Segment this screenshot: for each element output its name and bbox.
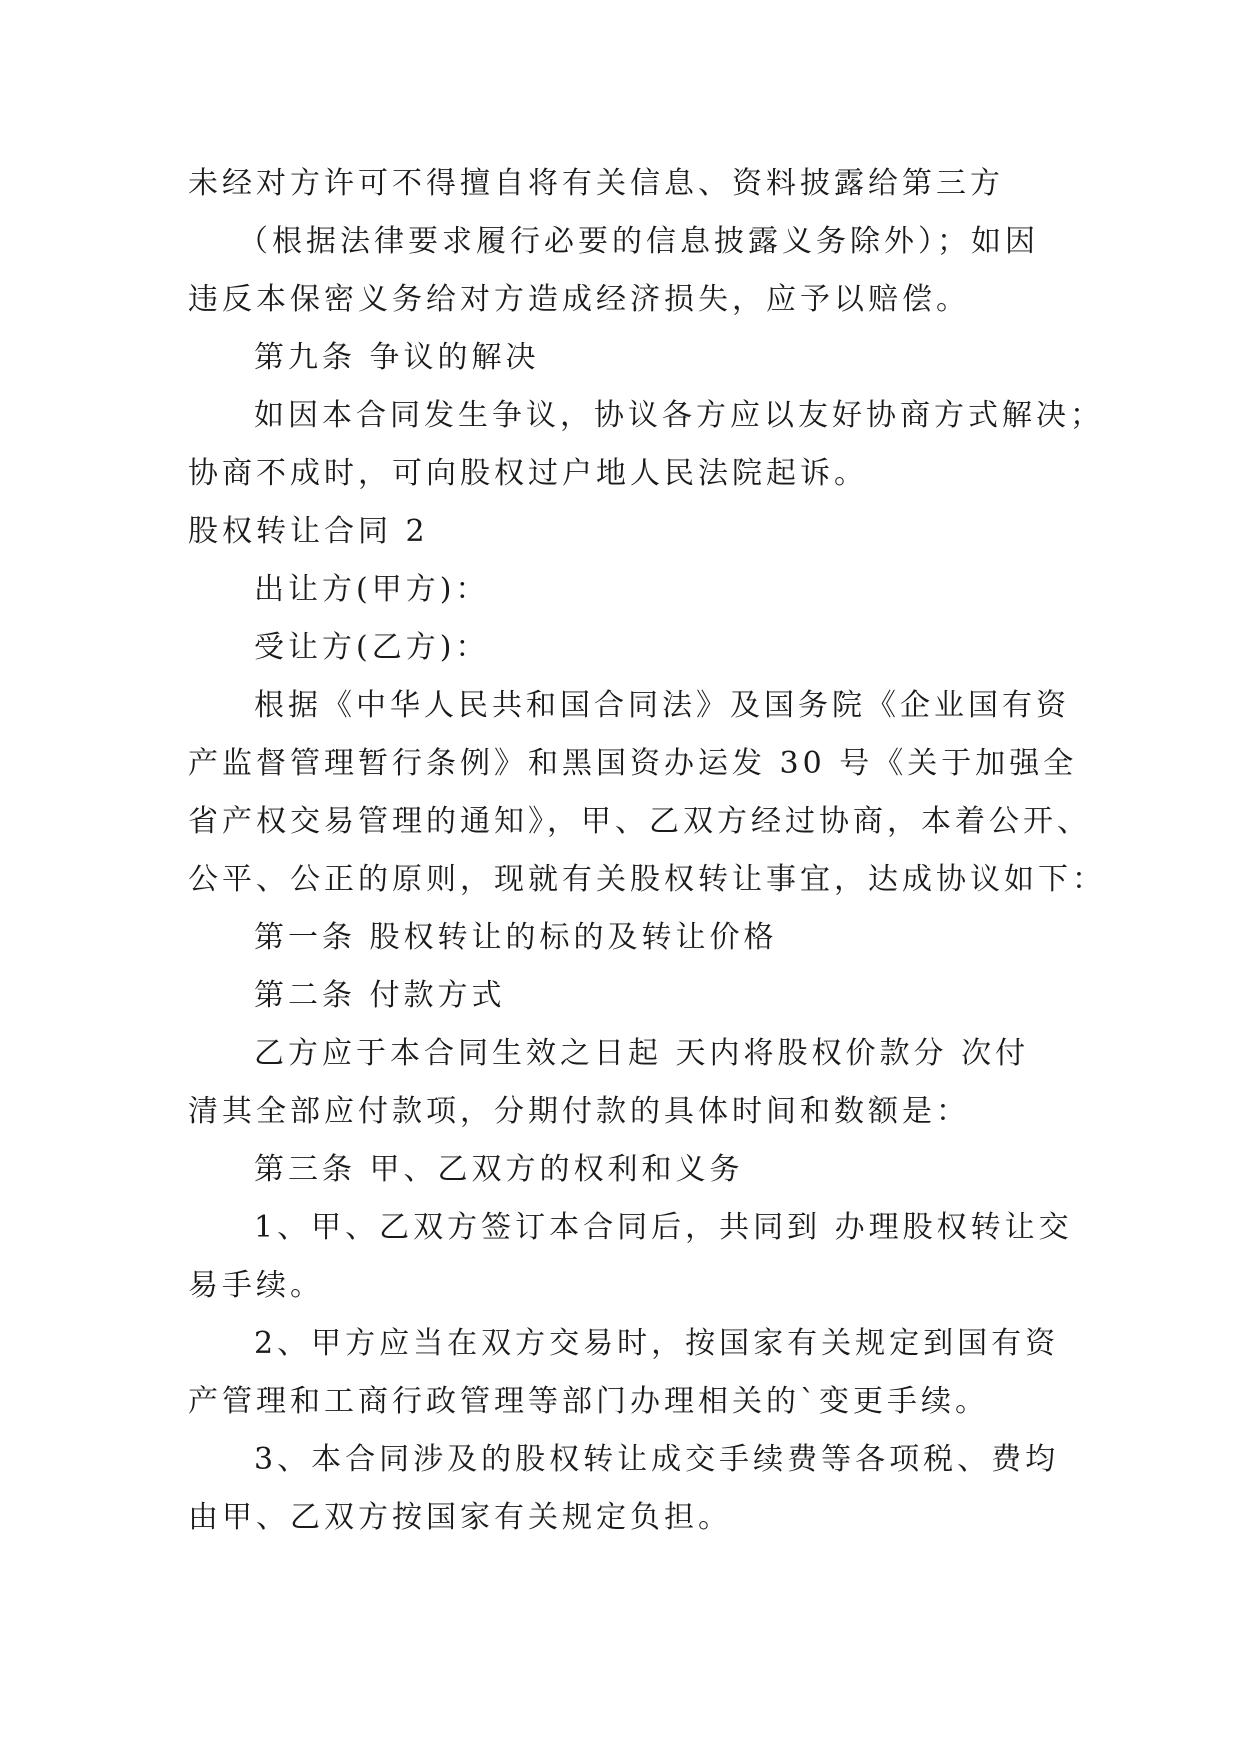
section-heading: 第二条 付款方式	[254, 978, 506, 1013]
text-line: 产监督管理暂行条例》和黑国资办运发 30 号《关于加强全	[188, 746, 1078, 781]
party-line-transferee: 受让方(乙方)：	[254, 630, 490, 665]
text-line: 未经对方许可不得擅自将有关信息、资料披露给第三方	[188, 166, 1004, 201]
text-line: 由甲、乙双方按国家有关规定负担。	[188, 1500, 732, 1535]
text-line: 乙方应于本合同生效之日起 天内将股权价款分 次付	[254, 1036, 1030, 1071]
section-heading: 第一条 股权转让的标的及转让价格	[254, 920, 778, 955]
document-title: 股权转让合同 2	[188, 514, 429, 549]
text-line: 协商不成时，可向股权过户地人民法院起诉。	[188, 456, 868, 491]
party-line-transferor: 出让方(甲方)：	[254, 572, 490, 607]
text-line: 根据《中华人民共和国合同法》及国务院《企业国有资	[254, 688, 1070, 723]
text-line: 2、甲方应当在双方交易时，按国家有关规定到国有资	[254, 1326, 1060, 1361]
text-line: 省产权交易管理的通知》，甲、乙双方经过协商，本着公开、	[188, 804, 1091, 839]
text-line: 产管理和工商行政管理等部门办理相关的`变更手续。	[188, 1384, 989, 1419]
section-heading: 第三条 甲、乙双方的权利和义务	[254, 1152, 744, 1187]
section-heading: 第九条 争议的解决	[254, 340, 540, 375]
text-line: （根据法律要求履行必要的信息披露义务除外）；如因	[238, 224, 1039, 259]
text-line: 如因本合同发生争议，协议各方应以友好协商方式解决；	[254, 398, 1104, 433]
text-line: 清其全部应付款项，分期付款的具体时间和数额是：	[188, 1094, 970, 1129]
text-line: 易手续。	[188, 1268, 324, 1303]
text-line: 3、本合同涉及的股权转让成交手续费等各项税、费均	[254, 1442, 1060, 1477]
text-line: 公平、公正的原则，现就有关股权转让事宜，达成协议如下：	[188, 862, 1106, 897]
text-line: 违反本保密义务给对方造成经济损失，应予以赔偿。	[188, 282, 970, 317]
text-line: 1、甲、乙双方签订本合同后，共同到 办理股权转让交	[254, 1210, 1073, 1245]
